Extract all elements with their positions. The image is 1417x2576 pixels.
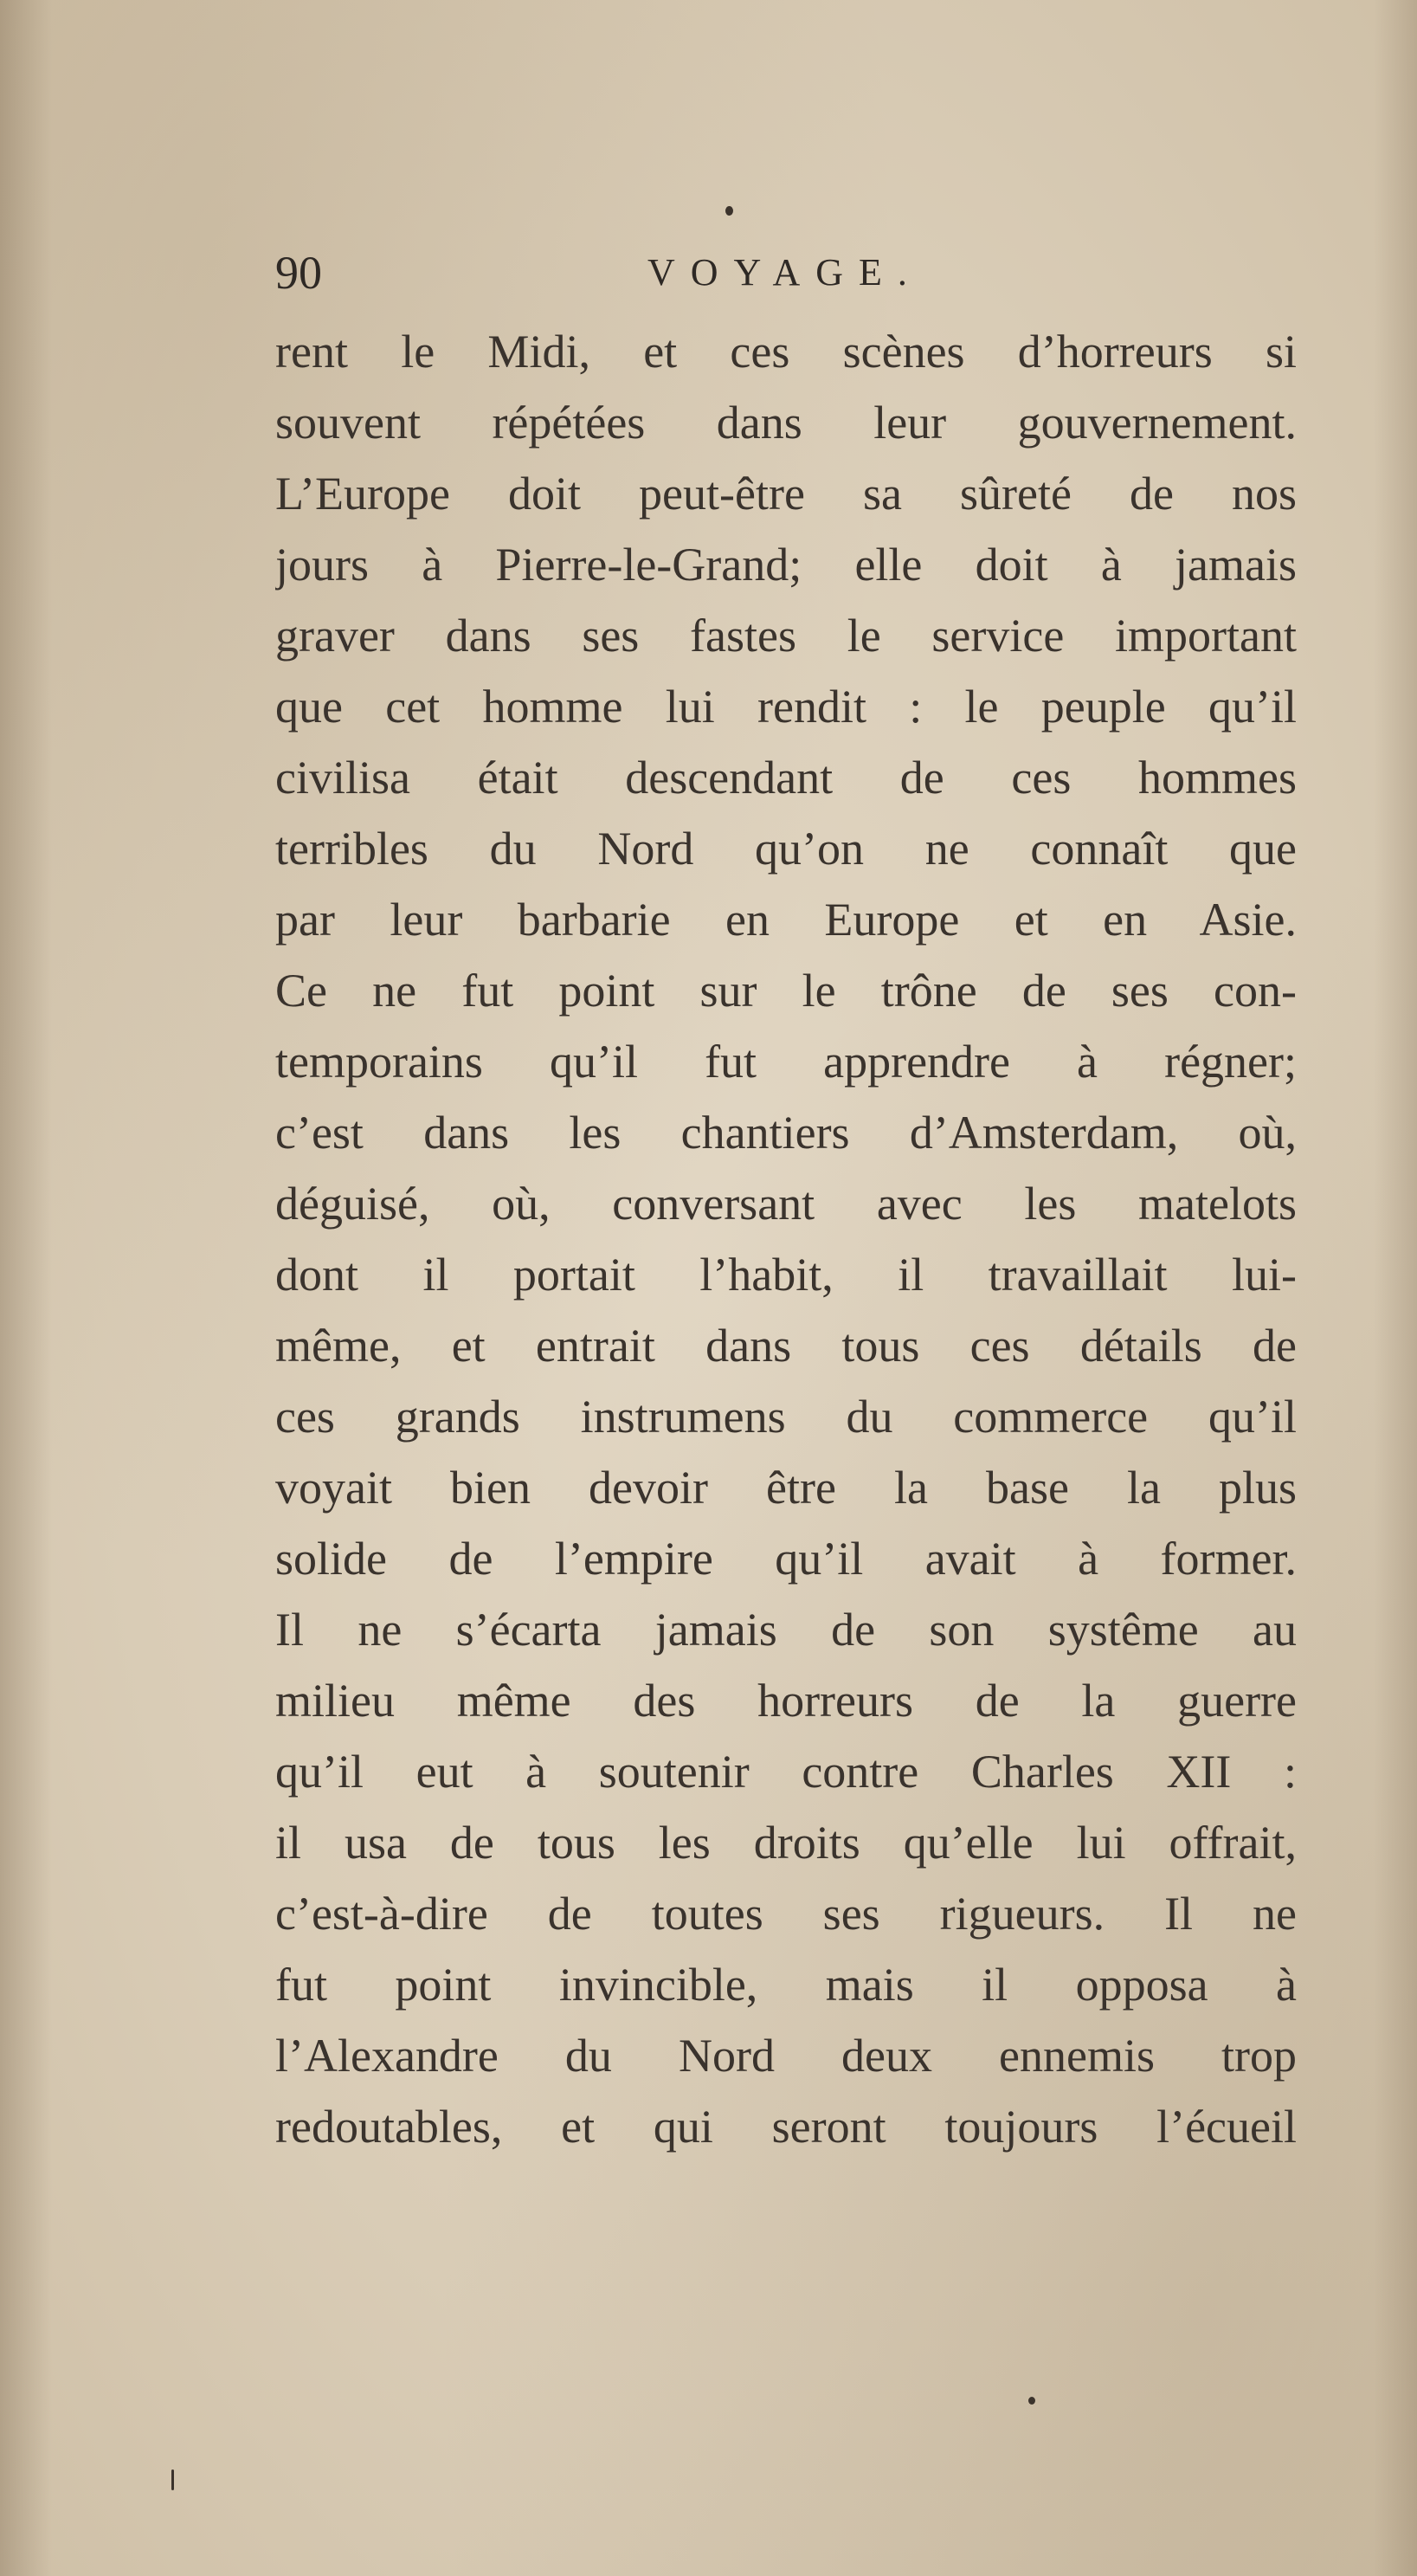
text-line: que cet homme lui rendit : le peuple qu’il <box>275 681 1297 733</box>
text-line: terribles du Nord qu’on ne connaît que <box>275 823 1297 875</box>
text-line: rent le Midi, et ces scènes d’horreurs si <box>275 326 1297 378</box>
running-title: VOYAGE. <box>647 251 923 294</box>
text-line: milieu même des horreurs de la guerre <box>275 1675 1297 1727</box>
ink-speck <box>1028 2397 1035 2405</box>
text-line: temporains qu’il fut apprendre à régner; <box>275 1036 1297 1088</box>
ink-speck <box>725 206 733 216</box>
running-head <box>275 242 1297 303</box>
text-line: c’est-à-dire de toutes ses rigueurs. Il ne <box>275 1888 1297 1940</box>
page-edge-shadow-left <box>0 0 52 2576</box>
text-line: l’Alexandre du Nord deux ennemis trop <box>275 2030 1297 2082</box>
text-line: voyait bien devoir être la base la plus <box>275 1462 1297 1514</box>
text-line: jours à Pierre-le-Grand; elle doit à jamais <box>275 539 1297 591</box>
page-number: 90 <box>275 247 322 299</box>
text-line: Il ne s’écarta jamais de son systême au <box>275 1604 1297 1656</box>
text-line: Ce ne fut point sur le trône de ses con- <box>275 965 1297 1017</box>
text-line: souvent répétées dans leur gouvernement. <box>275 397 1297 449</box>
text-line: ces grands instrumens du commerce qu’il <box>275 1391 1297 1443</box>
text-line: L’Europe doit peut-être sa sûreté de nos <box>275 468 1297 520</box>
text-line: fut point invincible, mais il opposa à <box>275 1959 1297 2011</box>
text-line: il usa de tous les droits qu’elle lui offrait, <box>275 1817 1297 1869</box>
text-line: par leur barbarie en Europe et en Asie. <box>275 894 1297 946</box>
page-edge-shadow-right <box>1374 0 1417 2576</box>
text-line: déguisé, où, conversant avec les matelots <box>275 1178 1297 1230</box>
text-line: c’est dans les chantiers d’Amsterdam, où, <box>275 1107 1297 1159</box>
text-line: qu’il eut à soutenir contre Charles XII : <box>275 1746 1297 1798</box>
text-line: civilisa était descendant de ces hommes <box>275 752 1297 804</box>
text-line: dont il portait l’habit, il travaillait lui- <box>275 1249 1297 1301</box>
text-line: même, et entrait dans tous ces détails de <box>275 1320 1297 1372</box>
text-line: graver dans ses fastes le service important <box>275 610 1297 662</box>
body-text <box>275 316 1297 2162</box>
ink-speck <box>171 2469 174 2490</box>
text-line: solide de l’empire qu’il avait à former. <box>275 1533 1297 1585</box>
text-line: redoutables, et qui seront toujours l’écueil <box>275 2101 1297 2153</box>
